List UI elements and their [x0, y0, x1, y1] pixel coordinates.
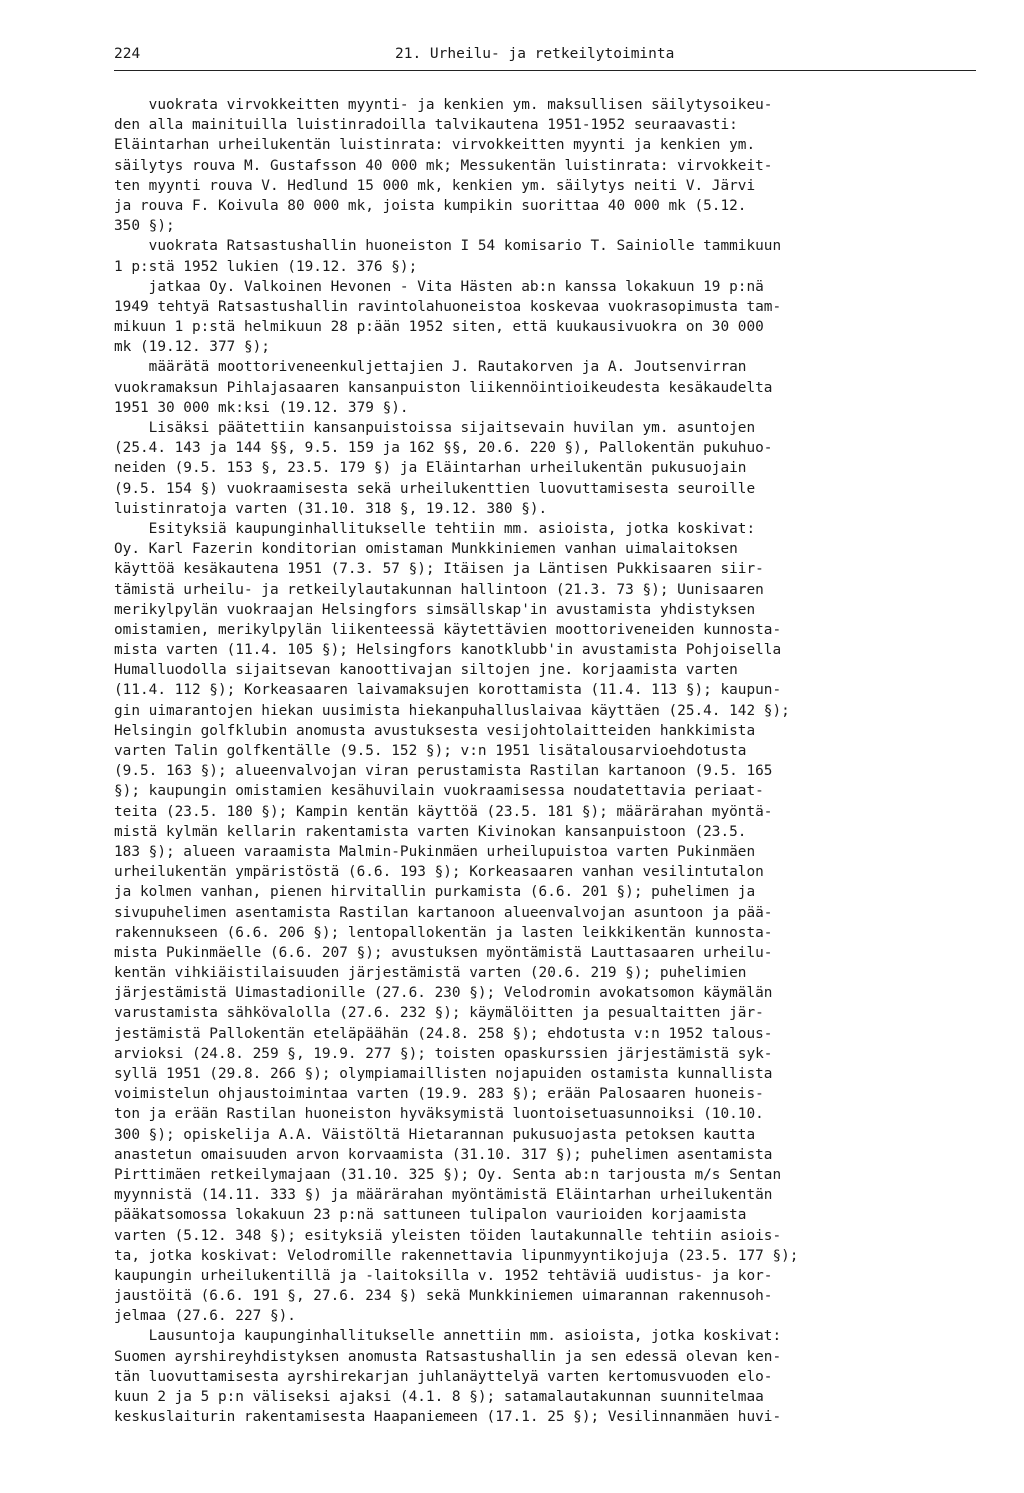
text-line: kaupungin urheilukentillä ja -laitoksilla v. 1952 tehtäviä uudistus- ja kor- — [114, 1267, 773, 1284]
text-line: jelmaa (27.6. 227 §). — [114, 1308, 296, 1325]
text-line: Lausuntoja kaupunginhallitukselle annettiin mm. asioista, jotka koskivat: — [114, 1328, 782, 1345]
text-line: vuokrata Ratsastushallin huoneiston I 54 komisario T. Sainiolle tammikuun — [114, 238, 782, 255]
text-line: Lisäksi päätettiin kansanpuistoissa sijaitsevain huvilan ym. asuntojen — [114, 420, 756, 436]
text-line: anastetun omaisuuden arvon korvaamista (31.10. 317 §); puhelimen asentamista — [114, 1146, 773, 1163]
text-line: ja kolmen vanhan, pienen hirvitallin purkamista (6.6. 201 §); puhelimen ja — [114, 884, 756, 901]
text-line: säilytys rouva M. Gustafsson 40 000 mk; Messukentän luistinrata: virvokkeit- — [114, 157, 773, 174]
text-line: Humalluodolla sijaitsevan kanoottivajan siltojen jne. korjaamista varten — [114, 662, 738, 679]
text-line: pääkatsomossa lokakuun 23 p:nä sattuneen tulipalon vaurioiden korjaamista — [114, 1207, 747, 1224]
text-line: jestämistä Pallokentän eteläpäähän (24.8. 258 §); ehdotusta v:n 1952 talous- — [114, 1025, 773, 1042]
text-line: mikuun 1 p:stä helmikuun 28 p:ään 1952 siten, että kuukausivuokra on 30 000 — [114, 319, 764, 336]
text-line: §); kaupungin omistamien kesähuvilain vuokraamisessa noudatettavia periaat- — [114, 783, 764, 800]
text-line: jatkaa Oy. Valkoinen Hevonen - Vita Hästen ab:n kanssa lokakuun 19 p:nä — [114, 278, 764, 295]
text-line: (9.5. 163 §); alueenvalvojan viran perustamista Rastilan kartanoon (9.5. 165 — [114, 763, 773, 780]
text-line: 1949 tehtyä Ratsastushallin ravintolahuoneistoa koskevaa vuokrasopimusta tam- — [114, 298, 782, 315]
text-line: urheilukentän ympäristöstä (6.6. 193 §); Korkeasaaren vanhan vesilintutalon — [114, 864, 764, 881]
text-line: tämistä urheilu- ja retkeilylautakunnan hallintoon (21.3. 73 §); Uunisaaren — [114, 581, 764, 598]
text-line: neiden (9.5. 153 §, 23.5. 179 §) ja Eläintarhan urheilukentän pukusuojain — [114, 460, 747, 477]
text-line: Suomen ayrshireyhdistyksen anomusta Ratsastushallin ja sen edessä olevan ken- — [114, 1348, 782, 1365]
text-line: teita (23.5. 180 §); Kampin kentän käyttöä (23.5. 181 §); määrärahan myöntä- — [114, 803, 773, 820]
text-line: myynnistä (14.11. 333 §) ja määrärahan myöntämistä Eläintarhan urheilukentän — [114, 1187, 773, 1204]
text-line: ja rouva F. Koivula 80 000 mk, joista kumpikin suorittaa 40 000 mk (5.12. — [114, 197, 747, 214]
text-line: 350 §); — [114, 218, 175, 235]
text-line: käyttöä kesäkautena 1951 (7.3. 57 §); Itäisen ja Läntisen Pukkisaaren siir- — [114, 561, 764, 578]
text-line: mista varten (11.4. 105 §); Helsingfors kanotklubb'in avustamista Pohjoisella — [114, 642, 782, 659]
text-line: mistä kylmän kellarin rakentamista varten Kivinokan kansanpuistoon (23.5. — [114, 823, 747, 840]
text-line: 300 §); opiskelija A.A. Väistöltä Hietarannan pukusuojasta petoksen kautta — [114, 1126, 756, 1143]
text-line: vuokrata virvokkeitten myynti- ja kenkien ym. maksullisen säilytysoikeu- — [114, 97, 773, 113]
text-line: mk (19.12. 377 §); — [114, 339, 270, 356]
text-line: Oy. Karl Fazerin konditorian omistaman Munkkiniemen vanhan uimalaitoksen — [114, 541, 738, 558]
text-line: Esityksiä kaupunginhallitukselle tehtiin mm. asioista, jotka koskivat: — [114, 520, 756, 537]
page-number: 224 — [114, 46, 141, 62]
text-line: varten (5.12. 348 §); esityksiä yleisten töiden lautakunnalle tehtiin asiois- — [114, 1227, 782, 1244]
text-line: 183 §); alueen varaamista Malmin-Pukinmäen urheilupuistoa varten Pukinmäen — [114, 843, 756, 860]
text-line: (9.5. 154 §) vuokraamisesta sekä urheilukenttien luovuttamisesta seuroille — [114, 480, 756, 497]
text-line: arvioksi (24.8. 259 §, 19.9. 277 §); toisten opaskurssien järjestämistä syk- — [114, 1045, 773, 1062]
text-line: varten Talin golfkentälle (9.5. 152 §); v:n 1951 lisätalousarvioehdotusta — [114, 743, 747, 759]
running-title: 21. Urheilu- ja retkeilytoiminta — [395, 46, 675, 62]
text-line: Eläintarhan urheilukentän luistinrata: virvokkeitten myynti ja kenkien ym. — [114, 137, 756, 154]
text-line: määrätä moottoriveneenkuljettajien J. Rautakorven ja A. Joutsenvirran — [114, 359, 747, 376]
text-line: ton ja erään Rastilan huoneiston hyväksymistä luontoisetuasunnoiksi (10.10. — [114, 1106, 764, 1123]
text-line: den alla mainituilla luistinradoilla talvikautena 1951-1952 seuraavasti: — [114, 117, 738, 134]
text-line: (25.4. 143 ja 144 §§, 9.5. 159 ja 162 §§, 20.6. 220 §), Pallokentän pukuhuo- — [114, 440, 773, 457]
text-line: vuokramaksun Pihlajasaaren kansanpuiston liikennöintioikeudesta kesäkaudelta — [114, 379, 773, 396]
text-line: jaustöitä (6.6. 191 §, 27.6. 234 §) sekä Munkkiniemen uimarannan rakennusoh- — [114, 1288, 773, 1305]
text-line: gin uimarantojen hiekan uusimista hiekanpuhalluslaivaa käyttäen (25.4. 142 §); — [114, 702, 790, 719]
text-line: 1 p:stä 1952 lukien (19.12. 376 §); — [114, 258, 418, 275]
text-line: (11.4. 112 §); Korkeasaaren laivamaksujen korottamista (11.4. 113 §); kaupun- — [114, 682, 782, 699]
text-line: omistamien, merikylpylän liikenteessä käytettävien moottoriveneiden kunnosta- — [114, 621, 782, 638]
text-line: rakennukseen (6.6. 206 §); lentopallokentän ja lasten leikkikentän kunnosta- — [114, 924, 773, 941]
text-line: ta, jotka koskivat: Velodromille rakennettavia lipunmyyntikojuja (23.5. 177 §); — [114, 1247, 799, 1264]
page-header — [114, 46, 976, 71]
text-line: syllä 1951 (29.8. 266 §); olympiamaillisten nojapuiden ostamista kunnallista — [114, 1066, 773, 1082]
text-line: Pirttimäen retkeilymajaan (31.10. 325 §); Oy. Senta ab:n tarjousta m/s Sentan — [114, 1166, 782, 1183]
text-line: Helsingin golfklubin anomusta avustuksesta vesijohtolaitteiden hankkimista — [114, 722, 756, 739]
text-line: sivupuhelimen asentamista Rastilan kartanoon alueenvalvojan asuntoon ja pää- — [114, 904, 773, 921]
text-line: mista Pukinmäelle (6.6. 207 §); avustuksen myöntämistä Lauttasaaren urheilu- — [114, 944, 773, 961]
body-text — [114, 95, 976, 1427]
text-line: kuun 2 ja 5 p:n väliseksi ajaksi (4.1. 8 §); satamalautakunnan suunnitelmaa — [114, 1389, 764, 1405]
text-line: ten myynti rouva V. Hedlund 15 000 mk, kenkien ym. säilytys neiti V. Järvi — [114, 177, 756, 194]
text-line: järjestämistä Uimastadionille (27.6. 230 §); Velodromin avokatsomon käymälän — [114, 985, 773, 1002]
text-line: voimistelun ohjaustoimintaa varten (19.9. 283 §); erään Palosaaren huoneis- — [114, 1086, 764, 1103]
text-line: varustamista sähkövalolla (27.6. 232 §); käymälöitten ja pesualtaitten jär- — [114, 1005, 764, 1022]
text-line: keskuslaiturin rakentamisesta Haapaniemeen (17.1. 25 §); Vesilinnanmäen huvi- — [114, 1409, 782, 1426]
text-line: luistinratoja varten (31.10. 318 §, 19.12. 380 §). — [114, 500, 548, 517]
text-line: merikylpylän vuokraajan Helsingfors simsällskap'in avustamista yhdistyksen — [114, 601, 756, 618]
text-line: 1951 30 000 mk:ksi (19.12. 379 §). — [114, 399, 409, 416]
text-line: kentän vihkiäistilaisuuden järjestämistä varten (20.6. 219 §); puhelimien — [114, 965, 747, 982]
text-line: tän luovuttamisesta ayrshirekarjan juhlanäyttelyä varten kertomusvuoden elo- — [114, 1368, 773, 1385]
